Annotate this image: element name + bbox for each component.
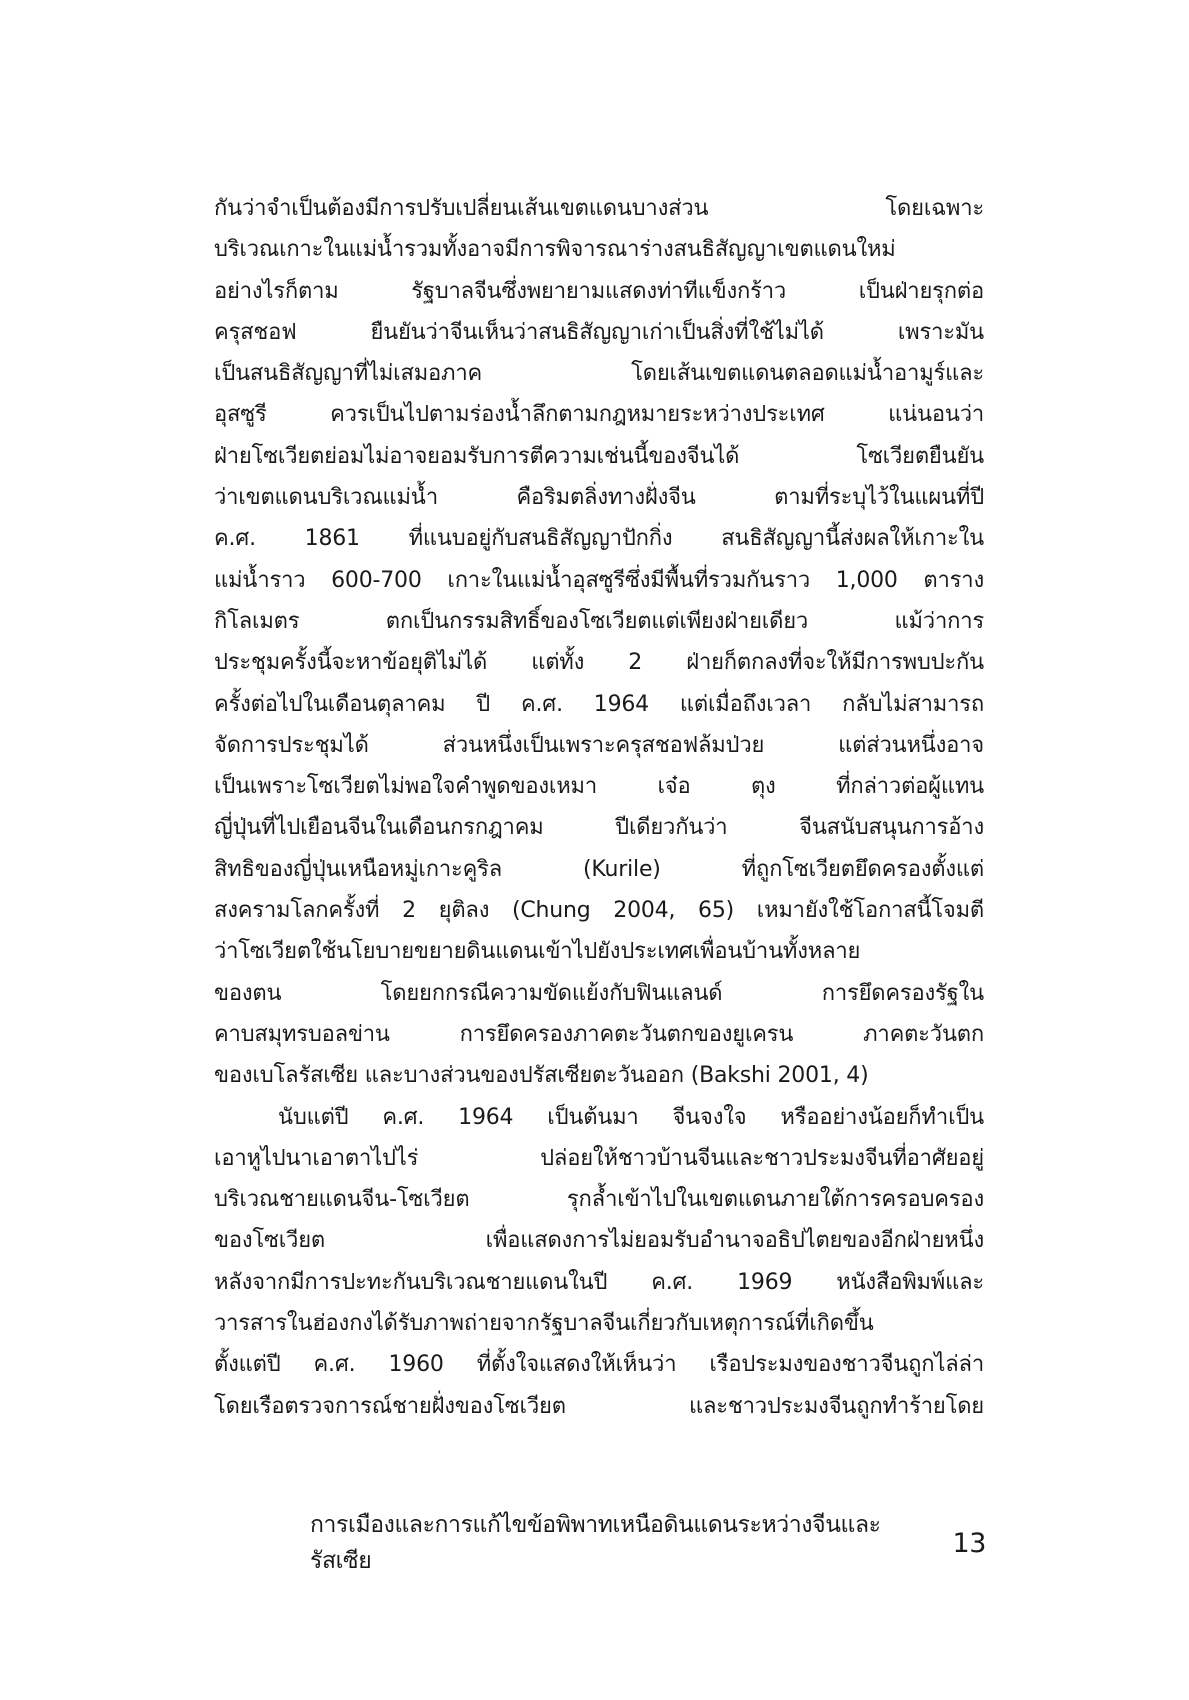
body-line: ครุสชอฟ ยืนยันว่าจีนเห็นว่าสนธิสัญญาเก่าเป็นสิ่งที่ใช้ไม่ได้ เพราะมัน: [214, 319, 984, 345]
body-line: เอาหูไปนาเอาตาไปไร่ ปล่อยให้ชาวบ้านจีนและชาวประมงจีนที่อาศัยอยู่: [214, 1145, 984, 1171]
body-line: บริเวณเกาะในแม่น้ำรวมทั้งอาจมีการพิจารณาร่างสนธิสัญญาเขตแดนใหม่: [214, 237, 896, 263]
body-line: กันว่าจำเป็นต้องมีการปรับเปลี่ยนเส้นเขตแดนบางส่วน โดยเฉพาะ: [214, 196, 984, 221]
body-line: โดยเรือตรวจการณ์ชายฝั่งของโซเวียต และชาวประมงจีนถูกทำร้ายโดย: [214, 1393, 984, 1419]
body-line: กิโลเมตร ตกเป็นกรรมสิทธิ์ของโซเวียตแต่เพียงฝ่ายเดียว แม้ว่าการ: [214, 608, 984, 634]
body-line: ว่าโซเวียตใช้นโยบายขยายดินแดนเข้าไปยังประเทศเพื่อนบ้านทั้งหลาย: [214, 939, 861, 965]
body-line: หลังจากมีการปะทะกันบริเวณชายแดนในปี ค.ศ. 1969 หนังสือพิมพ์และ: [214, 1269, 984, 1295]
body-line: ญี่ปุ่นที่ไปเยือนจีนในเดือนกรกฎาคม ปีเดียวกันว่า จีนสนับสนุนการอ้าง: [214, 815, 984, 841]
page-number: 13: [952, 1527, 986, 1559]
body-line: ฝ่ายโซเวียตย่อมไม่อาจยอมรับการตีความเช่นนี้ของจีนได้ โซเวียตยืนยัน: [214, 443, 984, 469]
page-footer: [310, 1512, 986, 1574]
body-line: ประชุมครั้งนี้จะหาข้อยุติไม่ได้ แต่ทั้ง 2 ฝ่ายก็ตกลงที่จะให้มีการพบปะกัน: [214, 650, 984, 676]
body-line: เป็นเพราะโซเวียตไม่พอใจคำพูดของเหมา เจ๋อ ตุง ที่กล่าวต่อผู้แทน: [214, 774, 984, 800]
running-title: การเมืองและการแก้ไขข้อพิพาทเหนือดินแดนระหว่างจีนและรัสเซีย: [310, 1512, 881, 1574]
body-line: อย่างไรก็ตาม รัฐบาลจีนซึ่งพยายามแสดงท่าทีแข็งกร้าว เป็นฝ่ายรุกต่อ: [214, 278, 984, 304]
body-line: แม่น้ำราว 600-700 เกาะในแม่น้ำอุสซูรีซึ่งมีพื้นที่รวมกันราว 1,000 ตาราง: [214, 567, 984, 593]
body-line: ครั้งต่อไปในเดือนตุลาคม ปี ค.ศ. 1964 แต่เมื่อถึงเวลา กลับไม่สามารถ: [214, 691, 984, 717]
body-line: วารสารในฮ่องกงได้รับภาพถ่ายจากรัฐบาลจีนเกี่ยวกับเหตุการณ์ที่เกิดขึ้น: [214, 1311, 874, 1337]
paragraph-last-line: ของเบโลรัสเซีย และบางส่วนของปรัสเซียตะวันออก (Bakshi 2001, 4): [214, 1063, 869, 1089]
body-line: เป็นสนธิสัญญาที่ไม่เสมอภาค โดยเส้นเขตแดนตลอดแม่น้ำอามูร์และ: [214, 361, 984, 387]
body-text: [214, 188, 984, 1427]
body-line: ของตน โดยยกกรณีความขัดแย้งกับฟินแลนด์ การยึดครองรัฐใน: [214, 980, 984, 1006]
body-line: ค.ศ. 1861 ที่แนบอยู่กับสนธิสัญญาปักกิ่ง สนธิสัญญานี้ส่งผลให้เกาะใน: [214, 526, 984, 552]
body-line: ตั้งแต่ปี ค.ศ. 1960 ที่ตั้งใจแสดงให้เห็นว่า เรือประมงของชาวจีนถูกไล่ล่า: [214, 1352, 984, 1378]
body-line: สงครามโลกครั้งที่ 2 ยุติลง (Chung 2004, 65) เหมายังใช้โอกาสนี้โจมตี: [214, 898, 984, 924]
body-line: คาบสมุทรบอลข่าน การยึดครองภาคตะวันตกของยูเครน ภาคตะวันตก: [214, 1021, 984, 1047]
body-line: บริเวณชายแดนจีน-โซเวียต รุกล้ำเข้าไปในเขตแดนภายใต้การครอบครอง: [214, 1187, 984, 1213]
body-line: อุสซูรี ควรเป็นไปตามร่องน้ำลึกตามกฎหมายระหว่างประเทศ แน่นอนว่า: [214, 402, 984, 428]
body-line: สิทธิของญี่ปุ่นเหนือหมู่เกาะคูริล (Kurile) ที่ถูกโซเวียตยึดครองตั้งแต่: [214, 856, 984, 882]
body-line: จัดการประชุมได้ ส่วนหนึ่งเป็นเพราะครุสชอฟล้มป่วย แต่ส่วนหนึ่งอาจ: [214, 732, 984, 758]
paragraph-first-line: นับแต่ปี ค.ศ. 1964 เป็นต้นมา จีนจงใจ หรืออย่างน้อยก็ทำเป็น: [278, 1104, 984, 1130]
body-line: ว่าเขตแดนบริเวณแม่น้ำ คือริมตลิ่งทางฝั่งจีน ตามที่ระบุไว้ในแผนที่ปี: [214, 485, 984, 511]
body-line: ของโซเวียต เพื่อแสดงการไม่ยอมรับอำนาจอธิปไตยของอีกฝ่ายหนึ่ง: [214, 1228, 984, 1254]
